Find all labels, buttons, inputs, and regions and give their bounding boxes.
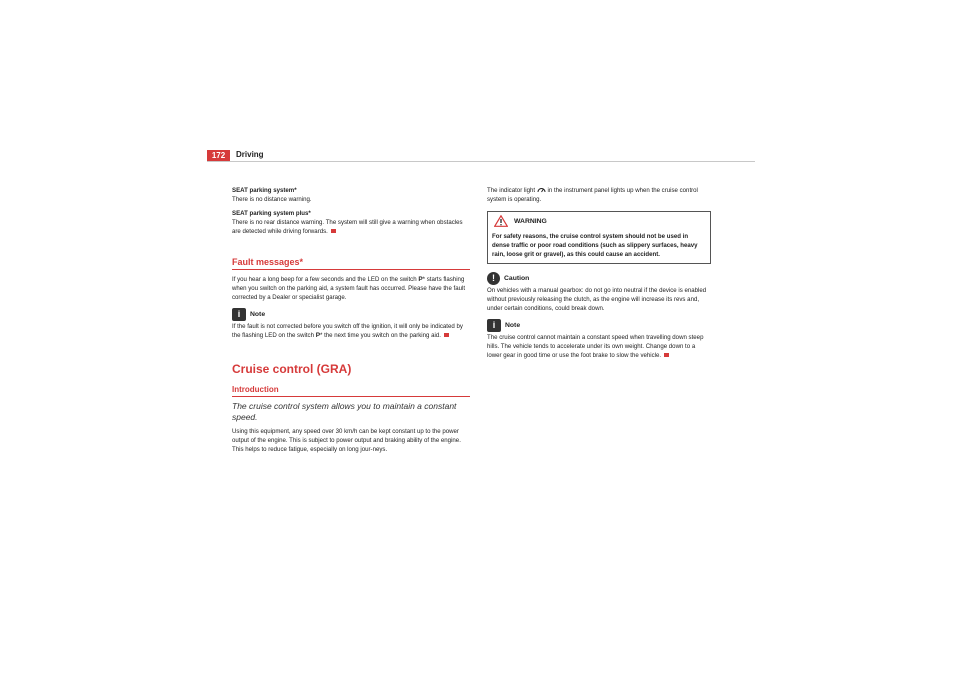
caution-text: On vehicles with a manual gearbox: do not go into neutral if the device is enabled without previously releasing the clutch, as the engine will increase its revs and, under certain conditions, could break down. bbox=[487, 287, 707, 312]
cruise-control-heading: Cruise control (GRA) bbox=[232, 362, 352, 376]
end-of-section-icon bbox=[331, 229, 336, 233]
parking-aid-icon: P bbox=[315, 332, 321, 339]
warning-box bbox=[487, 211, 711, 264]
note-icon: i bbox=[487, 319, 501, 332]
note-title bbox=[487, 319, 711, 332]
parking-plus-paragraph bbox=[232, 218, 470, 236]
parking-plus-text: There is no rear distance warning. The system will still give a warning when obstacles are detected while driving forwards. bbox=[232, 219, 463, 235]
fault-paragraph bbox=[232, 275, 470, 302]
end-of-section-icon bbox=[664, 353, 669, 357]
note-text-1: If the fault is not corrected before you switch off the ignition, it will only be indicated by the flashing LED on the switch bbox=[232, 323, 463, 339]
warning-label: WARNING bbox=[514, 217, 547, 225]
introduction-text: Using this equipment, any speed over 30 km/h can be kept constant up to the power output of the engine. This is subject to power output and braking ability of the engine. This helps to reduce fatigue, especially on long jour-neys. bbox=[232, 428, 461, 453]
indicator-paragraph bbox=[487, 186, 711, 204]
introduction-heading: Introduction bbox=[232, 385, 470, 397]
spacer bbox=[232, 340, 470, 362]
right-column bbox=[487, 186, 711, 360]
fault-messages-heading: Fault messages* bbox=[232, 258, 470, 270]
note-icon: i bbox=[232, 308, 246, 321]
note-paragraph bbox=[232, 322, 470, 340]
note-text: The cruise control cannot maintain a constant speed when travelling down steep hills. The vehicle tends to accelerate under its own weight. Change down to a lower gear in good time or use the foot brake to slow the vehicle. bbox=[487, 334, 704, 359]
caution-icon: ! bbox=[487, 272, 500, 285]
page-number: 172 bbox=[207, 150, 230, 162]
indicator-text-1: The indicator light bbox=[487, 187, 536, 194]
caution-title bbox=[487, 272, 711, 285]
note-title bbox=[232, 308, 470, 321]
left-column bbox=[232, 186, 470, 454]
introduction-lead: The cruise control system allows you to maintain a constant speed. bbox=[232, 401, 457, 422]
spacer bbox=[232, 236, 470, 258]
cruise-control-icon bbox=[537, 186, 546, 194]
warning-triangle-icon bbox=[494, 215, 508, 227]
warning-title bbox=[492, 215, 706, 227]
fault-text-1: If you hear a long beep for a few seconds and the LED on the switch bbox=[232, 276, 417, 283]
parking-system-text: There is no distance warning. bbox=[232, 196, 312, 203]
chapter-title: Driving bbox=[236, 150, 264, 159]
parking-plus-title: SEAT parking system plus* bbox=[232, 210, 311, 217]
indicator-text-2: in the instrument panel lights up when the cruise control system is operating. bbox=[487, 187, 698, 203]
note-text-2: * the next time you switch on the parking aid. bbox=[320, 332, 441, 339]
note-paragraph bbox=[487, 333, 711, 360]
note-label: Note bbox=[505, 322, 521, 329]
note-label: Note bbox=[250, 311, 266, 318]
caution-label: Caution bbox=[504, 275, 530, 282]
parking-aid-icon: P bbox=[418, 276, 423, 283]
end-of-section-icon bbox=[444, 333, 449, 337]
parking-system-title: SEAT parking system* bbox=[232, 187, 297, 194]
warning-text: For safety reasons, the cruise control system should not be used in dense traffic or poor road conditions (such as slippery surfaces, heavy rain, loose grit or gravel), as this could cause an accident. bbox=[492, 233, 698, 258]
fault-text-2: * starts flashing when you switch on the parking aid, a system fault has occurred. Please have the fault corrected by a Dealer or specialist garage. bbox=[232, 276, 466, 301]
header-divider bbox=[207, 161, 755, 162]
